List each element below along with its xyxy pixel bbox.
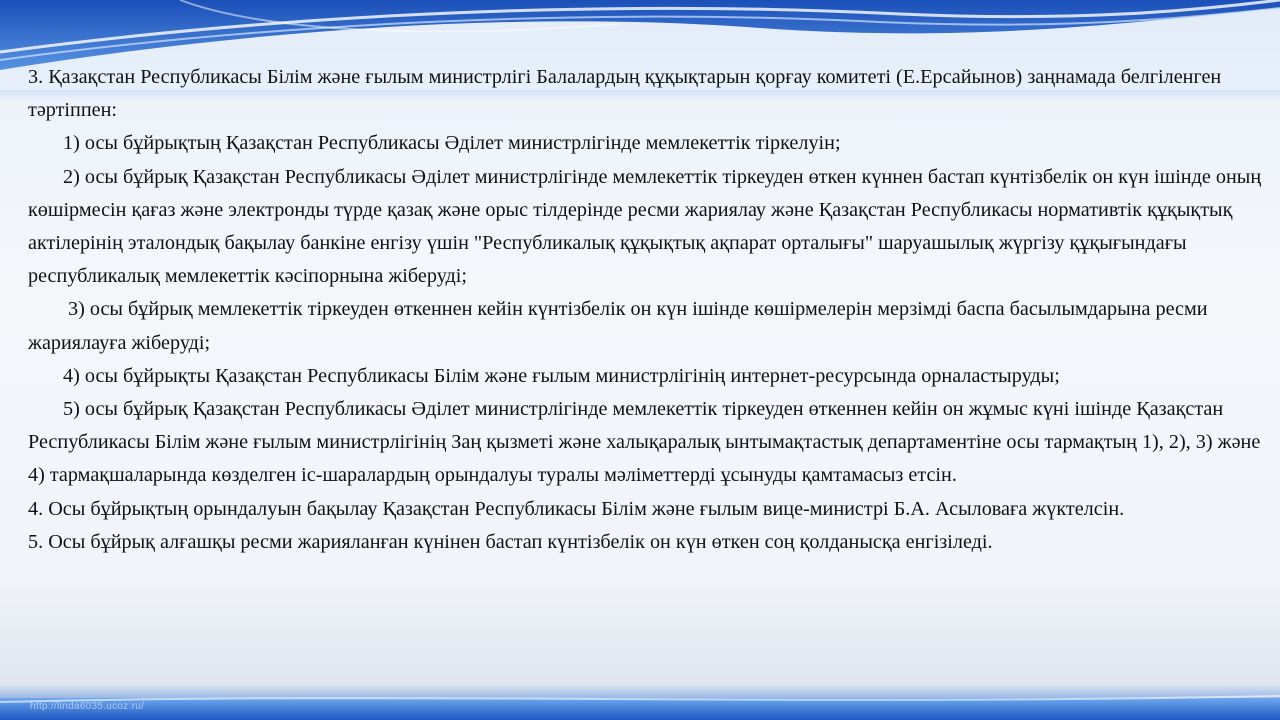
subitem-2: 2) осы бұйрық Қазақстан Республикасы Әділет министрлігінде мемлекеттік тіркеуден өткен күннен бастап күнтізбелік он күн ішінде оның көшірмесін қағаз және электронды түрде қазақ және орыс тілдерінде ресми жариялау және Қазақстан Республикасы нормативтік құқықтық актілерінің эталондық бақылау банкіне енгізу үшін "Республикалық құқықтық ақпарат орталығы" шаруашылық жүргізу құқығындағы республикалық мемлекеттік кәсіпорнына жіберуді; [28,165,1262,288]
subitem-1: 1) осы бұйрықтың Қазақстан Республикасы Әділет министрлігінде мемлекеттік тіркелуін; [63,132,841,155]
subitem-5: 5) осы бұйрық Қазақстан Республикасы Әділет министрлігінде мемлекеттік тіркеуден өткеннен кейін он жұмыс күні ішінде Қазақстан Республикасы Білім және ғылым министрлігінің Заң қызметі және халықаралық ынтымақтастық департаментіне осы тармақтың 1), 2), 3) және 4) тармақшаларында көзделген іс-шаралардың орындалуы туралы мәліметтерді ұсынуды қамтамасыз етсін. [28,398,1261,487]
footer-url: http://linda6035.ucoz.ru/ [30,701,145,712]
subitem-3: 3) осы бұйрық мемлекеттік тіркеуден өткеннен кейін күнтізбелік он күн ішінде көшірмелерін мерзімді баспа басылымдарына ресми жариялауға жіберуді; [28,298,1208,354]
document-text [28,61,1263,559]
paragraph-item-5: 5. Осы бұйрық алғашқы ресми жарияланған күнінен бастап күнтізбелік он күн өткен соң қолданысқа енгізіледі. [28,530,993,553]
paragraph-item-4: 4. Осы бұйрықтың орындалуын бақылау Қазақстан Республикасы Білім және ғылым вице-министрі Б.А. Асыловаға жүктелсін. [28,497,1125,520]
paragraph-item-3: 3. Қазақстан Республикасы Білім және ғылым министрлігі Балалардың құқықтарын қорғау комитеті (Е.Ерсайынов) заңнамада белгіленген тәртіппен: [28,66,1222,122]
footer-band [0,692,1280,720]
subitem-4: 4) осы бұйрықты Қазақстан Республикасы Білім және ғылым министрлігінің интернет-ресурсында орналастыруды; [63,364,1060,387]
